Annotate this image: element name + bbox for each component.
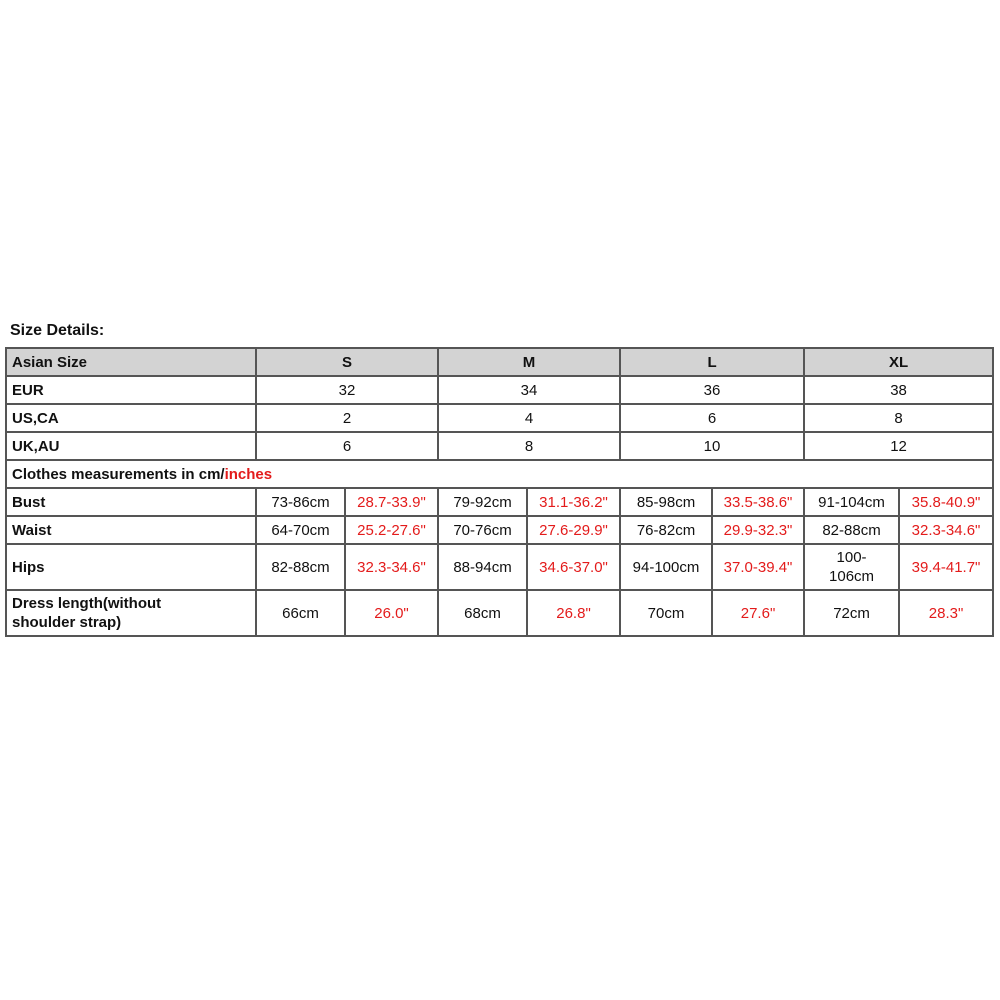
inch-value: 28.3" <box>899 590 993 636</box>
inch-value: 37.0-39.4" <box>712 544 804 590</box>
measurements-heading-row <box>6 460 993 488</box>
measurements-heading-highlight: inches <box>224 465 273 483</box>
cm-value: 72cm <box>804 590 899 636</box>
inch-value: 26.0" <box>345 590 438 636</box>
row-label: Hips <box>6 544 256 590</box>
cm-value: 66cm <box>256 590 345 636</box>
conversion-row-uk-au <box>6 432 993 460</box>
size-header-m: M <box>438 348 620 376</box>
row-label: Bust <box>6 488 256 516</box>
conversion-row-eur <box>6 376 993 404</box>
inch-value: 39.4-41.7" <box>899 544 993 590</box>
size-header-s: S <box>256 348 438 376</box>
conversion-value: 8 <box>804 404 993 432</box>
conversion-value: 10 <box>620 432 804 460</box>
cm-value: 82-88cm <box>804 516 899 544</box>
row-label: EUR <box>6 376 256 404</box>
conversion-value: 8 <box>438 432 620 460</box>
cm-value: 68cm <box>438 590 527 636</box>
inch-value: 34.6-37.0" <box>527 544 620 590</box>
cm-value: 94-100cm <box>620 544 712 590</box>
cm-value: 76-82cm <box>620 516 712 544</box>
size-chart-table <box>5 347 994 637</box>
measurements-heading-prefix: Clothes measurements in cm/ <box>12 465 225 483</box>
conversion-row-us-ca <box>6 404 993 432</box>
conversion-value: 6 <box>620 404 804 432</box>
cm-value: 82-88cm <box>256 544 345 590</box>
inch-value: 31.1-36.2" <box>527 488 620 516</box>
measurement-row-hips <box>6 544 993 590</box>
conversion-value: 34 <box>438 376 620 404</box>
row-label: US,CA <box>6 404 256 432</box>
cm-value: 85-98cm <box>620 488 712 516</box>
cm-value: 64-70cm <box>256 516 345 544</box>
cm-value: 73-86cm <box>256 488 345 516</box>
size-header-label: Asian Size <box>6 348 256 376</box>
conversion-value: 2 <box>256 404 438 432</box>
cm-value: 79-92cm <box>438 488 527 516</box>
conversion-value: 12 <box>804 432 993 460</box>
cm-value: 88-94cm <box>438 544 527 590</box>
measurement-row-bust <box>6 488 993 516</box>
cm-value: 70cm <box>620 590 712 636</box>
inch-value: 33.5-38.6" <box>712 488 804 516</box>
conversion-value: 38 <box>804 376 993 404</box>
conversion-value: 4 <box>438 404 620 432</box>
page-title: Size Details: <box>10 322 105 339</box>
conversion-value: 6 <box>256 432 438 460</box>
inch-value: 29.9-32.3" <box>712 516 804 544</box>
inch-value: 28.7-33.9" <box>345 488 438 516</box>
inch-value: 32.3-34.6" <box>899 516 993 544</box>
row-label: Waist <box>6 516 256 544</box>
measurement-row-dress-length <box>6 590 993 636</box>
size-header-l: L <box>620 348 804 376</box>
conversion-value: 36 <box>620 376 804 404</box>
inch-value: 26.8" <box>527 590 620 636</box>
measurements-heading <box>6 460 993 488</box>
cm-value: 91-104cm <box>804 488 899 516</box>
inch-value: 25.2-27.6" <box>345 516 438 544</box>
size-header-xl: XL <box>804 348 993 376</box>
measurement-row-waist <box>6 516 993 544</box>
cm-value: 70-76cm <box>438 516 527 544</box>
cm-value: 100-106cm <box>804 544 899 590</box>
inch-value: 32.3-34.6" <box>345 544 438 590</box>
inch-value: 27.6" <box>712 590 804 636</box>
inch-value: 27.6-29.9" <box>527 516 620 544</box>
row-label: Dress length(without shoulder strap) <box>6 590 256 636</box>
inch-value: 35.8-40.9" <box>899 488 993 516</box>
row-label: UK,AU <box>6 432 256 460</box>
conversion-value: 32 <box>256 376 438 404</box>
size-header-row <box>6 348 993 376</box>
